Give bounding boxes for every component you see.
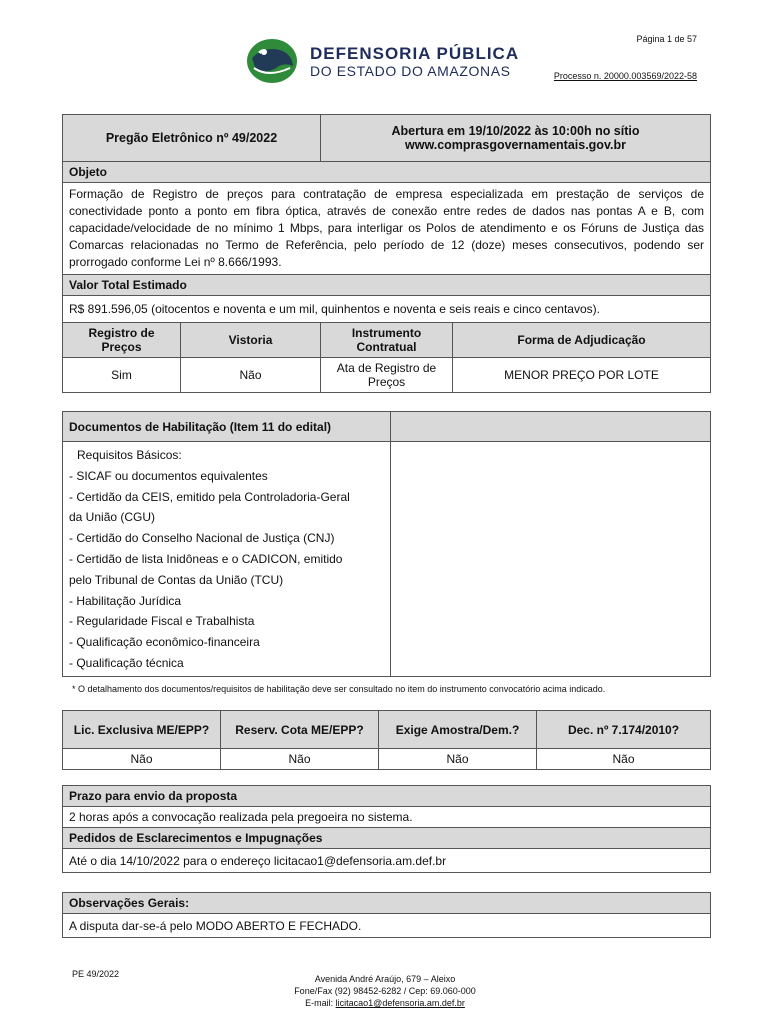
habilitacao-item: - Certidão do Conselho Nacional de Justiça (CNJ) <box>69 531 335 546</box>
footer-email-label: E-mail: <box>305 998 334 1008</box>
prazos-table <box>62 785 711 873</box>
val-instrumento: Ata de Registro de Preços <box>321 358 453 393</box>
flags-table <box>62 710 711 770</box>
footer-phone: Fone/Fax (92) 98452-6282 / Cep: 69.060-000 <box>294 986 476 996</box>
abertura-info: Abertura em 19/10/2022 às 10:00h no sítio www.comprasgovernamentais.gov.br <box>321 115 711 162</box>
habilitacao-note: * O detalhamento dos documentos/requisitos de habilitação deve ser consultado no item do instrumento convocatório acima indicado. <box>72 684 606 694</box>
prazo-text: 2 horas após a convocação realizada pela pregoeira no sistema. <box>63 807 711 828</box>
observacoes-table <box>62 892 711 938</box>
val-forma-adjudicacao: MENOR PREÇO POR LOTE <box>453 358 711 393</box>
valor-text: R$ 891.596,05 (oitocentos e noventa e um mil, quinhentos e noventa e seis reais e cinco centavos). <box>63 296 711 323</box>
obs-label: Observações Gerais: <box>63 893 711 914</box>
objeto-label: Objeto <box>63 162 711 183</box>
footer-email-line <box>0 997 770 1009</box>
habilitacao-list <box>63 442 391 677</box>
habilitacao-item: - Certidão de lista Inidôneas e o CADICON, emitido <box>69 551 343 566</box>
col-lic-exclusiva: Lic. Exclusiva ME/EPP? <box>63 711 221 749</box>
val-exige-amostra: Não <box>379 749 537 770</box>
col-vistoria: Vistoria <box>181 323 321 358</box>
habilitacao-item: - Qualificação econômico-financeira <box>69 635 260 650</box>
pregao-title: Pregão Eletrônico nº 49/2022 <box>63 115 321 162</box>
col-decreto: Dec. nº 7.174/2010? <box>537 711 711 749</box>
val-reserv-cota: Não <box>221 749 379 770</box>
prazo-label: Prazo para envio da proposta <box>63 786 711 807</box>
habilitacao-table <box>62 411 711 677</box>
objeto-text: Formação de Registro de preços para contratação de empresa especializada em prestação de serviços de conectividade ponto a ponto em fibra óptica, através de conexão entre redes de dados nas pontas A e B, com capacidade/velocidade de no mínimo 1 Mbps, para interligar os Polos de atendimento e os Fóruns de Justiça das Comarcas relacionadas no Termo de Referência, pelo período de 12 (doze) meses consecutivos, podendo ser prorrogado conforme Lei nº 8.666/1993. <box>63 183 711 275</box>
habilitacao-item: - Habilitação Jurídica <box>69 593 182 608</box>
habilitacao-item: - Certidão da CEIS, emitido pela Controladoria-Geral <box>69 489 350 504</box>
footer-address-block <box>0 973 770 1009</box>
habilitacao-item: da União (CGU) <box>69 510 156 525</box>
footer-address: Avenida André Araújo, 679 – Aleixo <box>314 974 456 984</box>
col-reserv-cota: Reserv. Cota ME/EPP? <box>221 711 379 749</box>
habilitacao-item: - Qualificação técnica <box>69 655 184 670</box>
col-exige-amostra: Exige Amostra/Dem.? <box>379 711 537 749</box>
valor-label: Valor Total Estimado <box>63 275 711 296</box>
val-registro-precos: Sim <box>63 358 181 393</box>
process-number: Processo n. 20000.003569/2022-58 <box>553 71 697 81</box>
val-decreto: Não <box>537 749 711 770</box>
summary-table <box>62 114 711 393</box>
habilitacao-item: pelo Tribunal de Contas da União (TCU) <box>69 572 284 587</box>
habilitacao-header-blank <box>391 412 711 442</box>
obs-text: A disputa dar-se-á pelo MODO ABERTO E FECHADO. <box>63 914 711 938</box>
defensoria-logo-icon <box>246 38 298 84</box>
col-forma-adjudicacao: Forma de Adjudicação <box>453 323 711 358</box>
pedidos-label: Pedidos de Esclarecimentos e Impugnações <box>63 828 711 849</box>
brand-title: DEFENSORIA PÚBLICA <box>310 44 520 63</box>
brand-subtitle: DO ESTADO DO AMAZONAS <box>310 63 511 79</box>
habilitacao-item: - Regularidade Fiscal e Trabalhista <box>69 614 255 629</box>
val-vistoria: Não <box>181 358 321 393</box>
habilitacao-item: - SICAF ou documentos equivalentes <box>69 468 268 483</box>
pedidos-text: Até o dia 14/10/2022 para o endereço licitacao1@defensoria.am.def.br <box>63 849 711 873</box>
habilitacao-intro: Requisitos Básicos: <box>77 448 182 462</box>
col-instrumento: Instrumento Contratual <box>321 323 453 358</box>
page-number: Página 1 de 57 <box>636 34 697 44</box>
col-registro-precos: Registro de Preços <box>63 323 181 358</box>
habilitacao-blank <box>391 442 711 677</box>
habilitacao-title: Documentos de Habilitação (Item 11 do edital) <box>63 412 391 442</box>
footer-email-link[interactable]: licitacao1@defensoria.am.def.br <box>335 998 465 1008</box>
val-lic-exclusiva: Não <box>63 749 221 770</box>
footer-ref: PE 49/2022 <box>72 969 120 979</box>
